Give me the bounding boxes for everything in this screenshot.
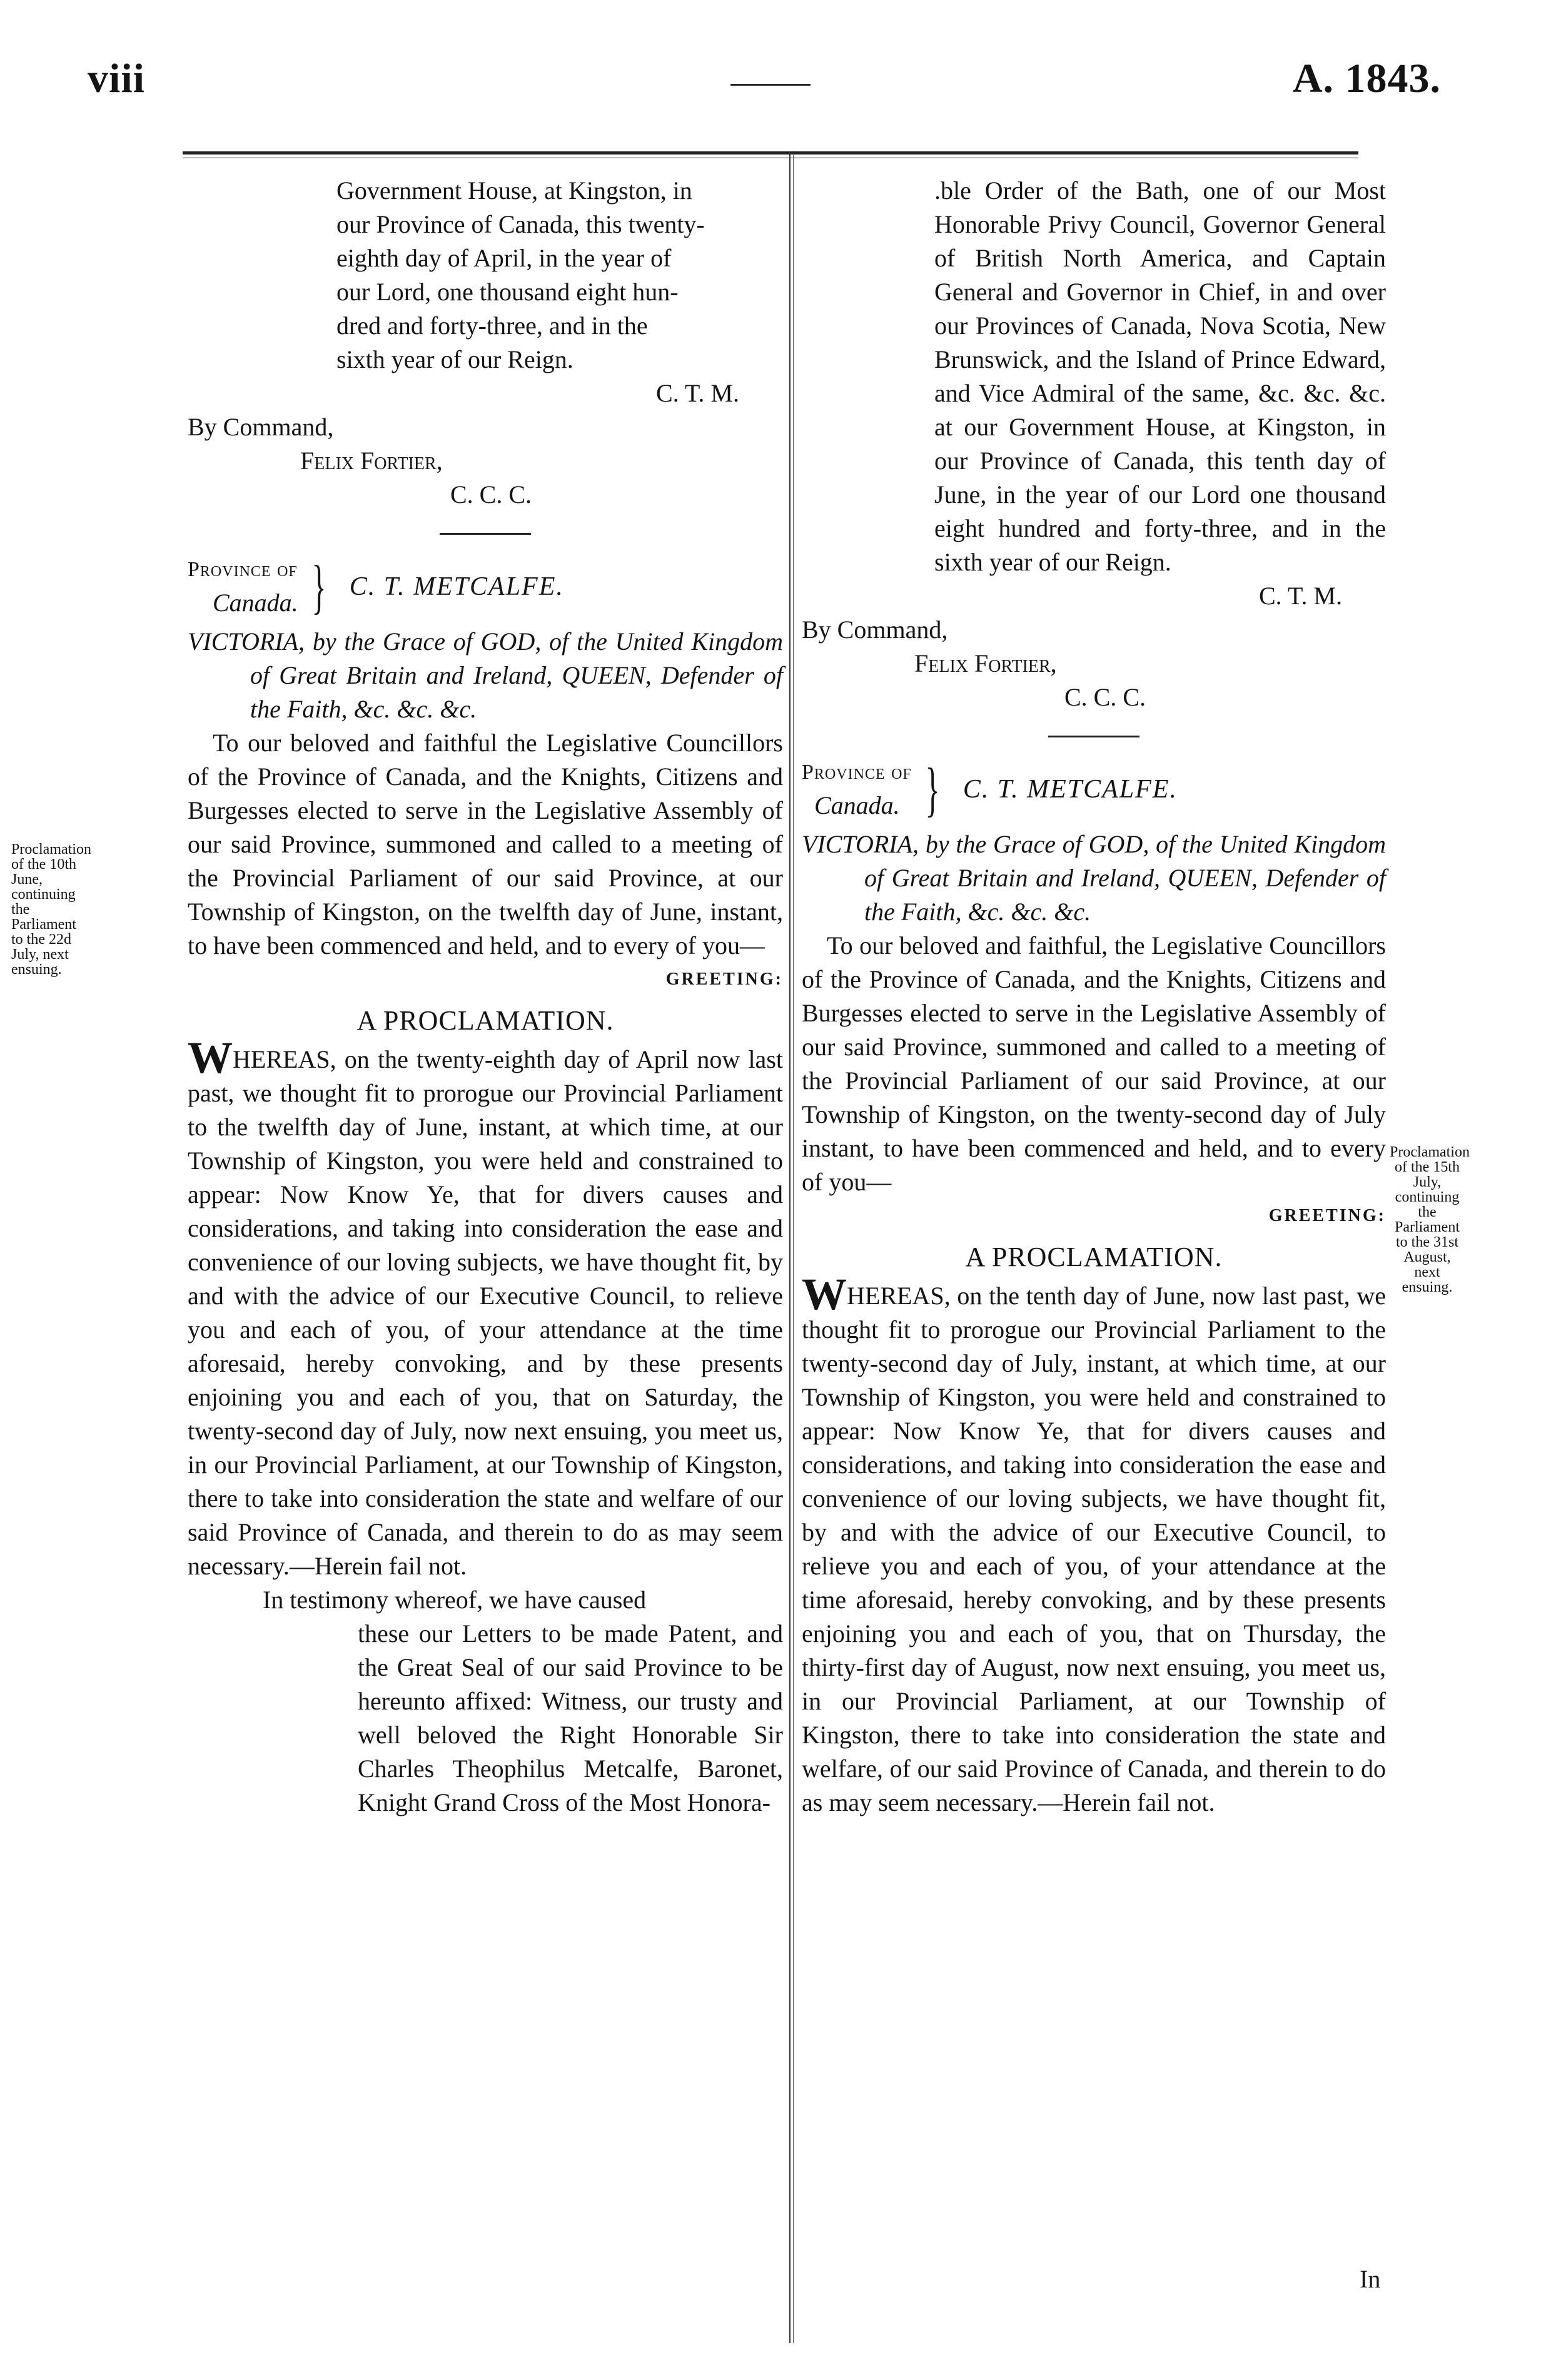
left-secretary: Felix Fortier,: [300, 447, 443, 475]
left-testimony-lead: In testimony whereof, we have caused: [263, 1586, 647, 1614]
right-continuation: .ble Order of the Bath, one of our Most Honorable Privy Council, Governor General of British North America, and Captain General and Governor in Chief, in and over our Provinces of Canada, Nova Scotia, New Brunswick, and the Island of Prince Edward, and Vice Admiral of the same, &c. &c. &c. at our Government House, at Kingston, in our Province of Canada, this tenth day of June, in the year of our Lord one thousand eight hundred and forty-three, and in the sixth year of our Reign.: [934, 176, 1386, 576]
left-opening-line-6: sixth year of our Reign.: [336, 345, 573, 373]
right-column: [802, 174, 1386, 1820]
column-separator-thin: [793, 154, 794, 2343]
margin-note-right: Proclamation of the 15th July, continuing the Parliament to the 31st August, next ensuing.: [1390, 1144, 1470, 1295]
right-dropcap: W: [802, 1269, 847, 1319]
left-province-block: [188, 554, 783, 620]
right-initials: C. T. M.: [1259, 582, 1342, 610]
right-by-command: By Command,: [802, 615, 948, 644]
right-whereas: [802, 1269, 1386, 1820]
left-opening-line-2: our Province of Canada, this twenty-: [336, 210, 705, 238]
margin-note-left: Proclamation of the 10th June, continuing the Parliament to the 22d July, next ensuing.: [11, 841, 91, 978]
right-province-of: Province of: [802, 761, 912, 784]
left-province-of: Province of: [188, 558, 298, 581]
left-greeting: GREETING:: [665, 970, 783, 989]
left-dropcap: W: [188, 1033, 233, 1083]
header-dash: [730, 84, 811, 86]
left-address: To our beloved and faithful the Legislative Councillors of the Province of Canada, and the Knights, Citizens and Burgesses elected to serve in the Legislative Assembly of our said Province, summoned and called to a meeting of the Provincial Parliament of our said Province, at our Township of Kingston, on the twelfth day of June, instant, to have been commenced and held, and to every of you—: [188, 729, 783, 960]
right-proclamation-title: A PROCLAMATION.: [965, 1242, 1223, 1272]
right-brace: }: [925, 756, 940, 823]
left-brace: }: [311, 553, 326, 620]
left-whereas: [188, 1033, 783, 1583]
left-testimony-body: these our Letters to be made Patent, and the Great Seal of our said Province to be hereunto affixed: Witness, our trusty and well beloved the Right Honorable Sir Charles Theophilus Metcalfe, Baronet, Knight Grand Cross of the Most Honora-: [358, 1619, 783, 1816]
right-secretary: Felix Fortier,: [914, 649, 1057, 677]
right-greeting: GREETING:: [1268, 1206, 1386, 1225]
header-rule: [183, 151, 1358, 154]
column-separator: [789, 154, 791, 2343]
left-canada: Canada.: [213, 589, 298, 617]
right-ccc: C. C. C.: [1064, 683, 1146, 711]
left-opening-line-1: Government House, at Kingston, in: [336, 176, 692, 205]
page-year: A. 1843.: [1292, 56, 1441, 101]
left-column: [188, 174, 783, 1820]
right-divider: [1048, 736, 1139, 737]
left-opening-line-5: dred and forty-three, and in the: [336, 311, 648, 340]
left-province-labels: [188, 554, 298, 620]
right-whereas-body: HEREAS, on the tenth day of June, now last past, we thought fit to prorogue our Provincial Parliament to the twenty-second day of July, instant, at which time, at our Township of Kingston, you were held and constrained to appear: Now Know Ye, that for divers causes and considerations, and taking into consideration the ease and convenience of our loving subjects, we have thought fit, by and with the advice of our Executive Council, to relieve you and each of you, of your attendance at the time aforesaid, hereby convoking, and by these presents enjoining you and each of you, that on Thursday, the thirty-first day of August, now next ensuing, you meet us, in our Provincial Parliament, at our Township of Kingston, there to take into consideration the state and welfare, of our said Province of Canada, and therein to do as may seem necessary.—Herein fail not.: [802, 1282, 1386, 1816]
page-number: viii: [88, 56, 146, 101]
left-proclamation-title: A PROCLAMATION.: [356, 1005, 614, 1036]
right-province-block: [802, 756, 1386, 823]
left-opening-block: [336, 174, 783, 377]
left-initials: C. T. M.: [656, 379, 739, 407]
right-victoria: VICTORIA, by the Grace of GOD, of the United Kingdom of Great Britain and Ireland, QUEEN, Defender of the Faith, &c. &c. &c.: [802, 830, 1386, 926]
left-divider: [440, 533, 531, 535]
catchword: In: [1360, 2265, 1381, 2293]
right-address: To our beloved and faithful, the Legislative Councillors of the Province of Canada, and the Knights, Citizens and Burgesses elected to serve in the Legislative Assembly of our said Province, summoned and called to a meeting of the Provincial Parliament of our said Province, at our Township of Kingston, on the twenty-second day of July instant, to have been commenced and held, and to every of you—: [802, 931, 1386, 1196]
right-province-labels: [802, 756, 912, 823]
left-whereas-body: HEREAS, on the twenty-eighth day of April now last past, we thought fit to prorogue our Provincial Parliament to the twelfth day of June, instant, at which time, at our Township of Kingston, you were held and constrained to appear: Now Know Ye, that for divers causes and considerations, and taking into consideration the ease and convenience of our loving subjects, we have thought fit, by and with the advice of our Executive Council, to relieve you and each of you, of your attendance at the time aforesaid, hereby convoking, and by these presents enjoining you and each of you, that on Saturday, the twenty-second day of July, now next ensuing, you meet us, in our Provincial Parliament, at our Township of Kingston, there to take into consideration the state and welfare of our said Province of Canada, and therein to do as may seem necessary.—Herein fail not.: [188, 1045, 783, 1580]
left-victoria: VICTORIA, by the Grace of GOD, of the United Kingdom of Great Britain and Ireland, QUEEN, Defender of the Faith, &c. &c. &c.: [188, 627, 783, 723]
left-ccc: C. C. C.: [450, 480, 532, 509]
left-by-command: By Command,: [188, 413, 334, 441]
left-signature: C. T. METCALFE.: [349, 572, 564, 601]
right-canada: Canada.: [814, 791, 900, 819]
left-opening-line-4: our Lord, one thousand eight hun-: [336, 278, 679, 306]
left-opening-line-3: eighth day of April, in the year of: [336, 244, 672, 272]
right-signature: C. T. METCALFE.: [962, 775, 1178, 804]
